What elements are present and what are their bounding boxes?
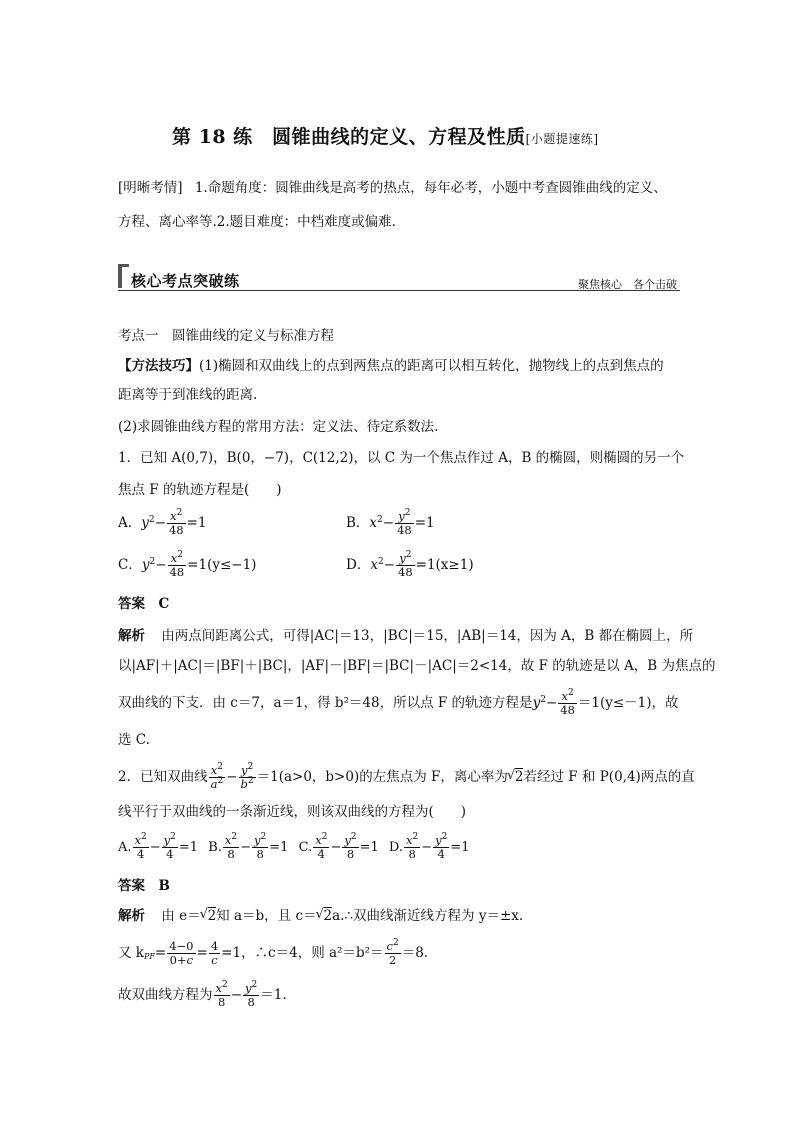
method-text-1a: (1)椭圆和双曲线上的点到两焦点的距离可以相互转化，抛物线上的点到焦点的 [199, 358, 664, 374]
q2-option-c: C. $\frac{x^2}{4}$ − $\frac{y^2}{8}$ =1 [298, 832, 379, 861]
q1-option-c-cond: =1(y≤−1) [187, 557, 257, 573]
q2-analysis-line-3: 故双曲线方程为 $\frac{x^2}{8}$ − $\frac{y^2}{8}$ ＝1. [118, 980, 287, 1009]
topic-heading: 考点一 圆锥曲线的定义与标准方程 [118, 328, 334, 344]
intro-line-2: 方程、离心率等.2.题目难度：中档难度或偏难. [118, 214, 396, 230]
q1-line-2: 焦点 F 的轨迹方程是( ) [118, 482, 282, 498]
title-main: 第 18 练 圆锥曲线的定义、方程及性质 [172, 126, 526, 148]
q2-options [118, 834, 470, 861]
q1-option-a: A．$y^2-$ $\frac{x^2}{48}$ =1 [118, 508, 207, 537]
q2-text-1b: ＝1(a>0，b>0)的左焦点为 F，离心率为 [256, 769, 508, 785]
q1-analysis-line-1 [118, 626, 693, 646]
section-tagline: 聚焦核心 各个击破 [578, 278, 677, 291]
section-bar-icon [118, 264, 122, 288]
q1-option-d-cond: =1(x≥1) [415, 557, 474, 573]
q2-option-c-label: C. [298, 840, 313, 855]
q2-text-1c: 若经过 F 和 P(0,4)两点的直 [523, 769, 695, 785]
q2-option-b: B. $\frac{x^2}{8}$ − $\frac{y^2}{8}$ =1 [208, 832, 289, 861]
sqrt-2-icon: √ 2 [317, 906, 333, 926]
q2-analysis-text-2a: 又 k [118, 945, 144, 961]
section-divider [118, 290, 680, 291]
method-line-3: (2)求圆锥曲线方程的常用方法：定义法、待定系数法. [118, 419, 439, 435]
q2-analysis-text-2b: ，∴c＝4，则 a²＝b²＝ [241, 945, 384, 961]
sqrt-2-icon: √ 2 [201, 906, 217, 926]
q1-analysis-text-1: 由两点间距离公式，可得|AC|＝13，|BC|＝15，|AB|＝14，因为 A，B 都在椭圆上，所 [161, 628, 694, 644]
q2-analysis-line-1 [118, 906, 523, 926]
q2-text-1a: 2．已知双曲线 [118, 769, 208, 785]
method-tag: 【方法技巧】 [118, 358, 199, 374]
q1-answer: 答案 C [118, 596, 170, 612]
q2-answer: 答案 B [118, 878, 170, 894]
intro-text-1: 1.命题角度：圆锥曲线是高考的热点，每年必考，小题中考查圆锥曲线的定义、 [194, 180, 667, 196]
q1-option-c: C．$y^2-$ $\frac{x^2}{48}$ =1(y≤−1) [118, 550, 257, 579]
q2-analysis-text-1a: 由 e＝ [161, 908, 201, 924]
q1-analysis-line-3: 双曲线的下支．由 c＝7，a＝1，得 b²＝48，所以点 F 的轨迹方程是$y^2-$ $\frac{x^2}{48}$ ＝1(y≤－1)，故 [118, 688, 679, 717]
sqrt-2-icon: √ 2 [508, 767, 524, 787]
q2-analysis-text-2c: ＝8. [401, 945, 429, 961]
q2-option-a: A. $\frac{x^2}{4}$ − $\frac{y^2}{4}$ =1 [118, 832, 199, 861]
q2-option-d-label: D. [388, 840, 403, 855]
section-bar-top-icon [118, 264, 129, 267]
q1-analysis-text-3a: 双曲线的下支．由 c＝7，a＝1，得 b²＝48，所以点 F 的轨迹方程是 [118, 695, 533, 711]
q2-analysis-text-1b: 知 a＝b，且 c＝ [216, 908, 317, 924]
q1-option-d-label: D． [346, 557, 371, 573]
q1-line-1: 1．已知 A(0,7)，B(0，−7)，C(12,2)，以 C 为一个焦点作过 A，B 的椭圆，则椭圆的另一个 [118, 450, 685, 466]
section-title: 核心考点突破练 [131, 272, 240, 290]
q2-line-1: 2．已知双曲线 $\frac{x^2}{a^2}$ − $\frac{y^2}{b^2}$ ＝1(a>0，b>0)的左焦点为 F，离心率为√ 2若经过 F 和 P(0,4)两点的直 [118, 764, 695, 791]
intro-tag: [明晰考情] [118, 180, 183, 196]
q2-analysis-line-2: 又 $k_{PF}=$ $\frac{4-0}{0+c}$ = $\frac{4}{c}$ =1，∴c＝4，则 a²＝b²＝ $\frac{c^2}{2}$ ＝8. [118, 938, 429, 967]
q1-analysis-line-4: 选 C. [118, 732, 150, 748]
q1-option-b: B．$x^2-$ $\frac{y^2}{48}$ =1 [346, 508, 435, 537]
q1-analysis-text-3b: ＝1(y≤－1)，故 [577, 695, 679, 711]
q1-option-b-label: B． [346, 515, 370, 531]
q1-analysis-line-2: 以|AF|＋|AC|＝|BF|＋|BC|，|AF|－|BF|＝|BC|－|AC|＝2<14，故 F 的轨迹是以 A，B 为焦点的 [118, 658, 716, 674]
q1-option-c-label: C． [118, 557, 142, 573]
method-line-2: 距离等于到准线的距离. [118, 387, 258, 403]
method-line-1 [118, 356, 664, 376]
q2-option-d: D. $\frac{x^2}{8}$ − $\frac{y^2}{4}$ =1 [388, 832, 470, 861]
q2-analysis-text-1c: a.∴双曲线渐近线方程为 y＝±x. [332, 908, 524, 924]
q1-option-d: D．$x^2-$ $\frac{y^2}{48}$ =1(x≥1) [346, 550, 474, 579]
q2-analysis-text-3b: ＝1. [260, 987, 287, 1003]
q2-line-2: 线平行于双曲线的一条渐近线，则该双曲线的方程为( ) [118, 804, 467, 820]
q2-option-a-label: A. [118, 840, 132, 855]
q1-analysis-label: 解析 [118, 628, 145, 644]
q1-option-a-label: A． [118, 515, 142, 531]
q2-analysis-label: 解析 [118, 908, 145, 924]
page-title [172, 122, 599, 149]
q2-option-b-label: B. [208, 840, 222, 855]
intro-line-1 [118, 178, 667, 198]
q2-analysis-text-3a: 故双曲线方程为 [118, 987, 213, 1003]
title-sub: [小题提速练] [525, 132, 599, 146]
